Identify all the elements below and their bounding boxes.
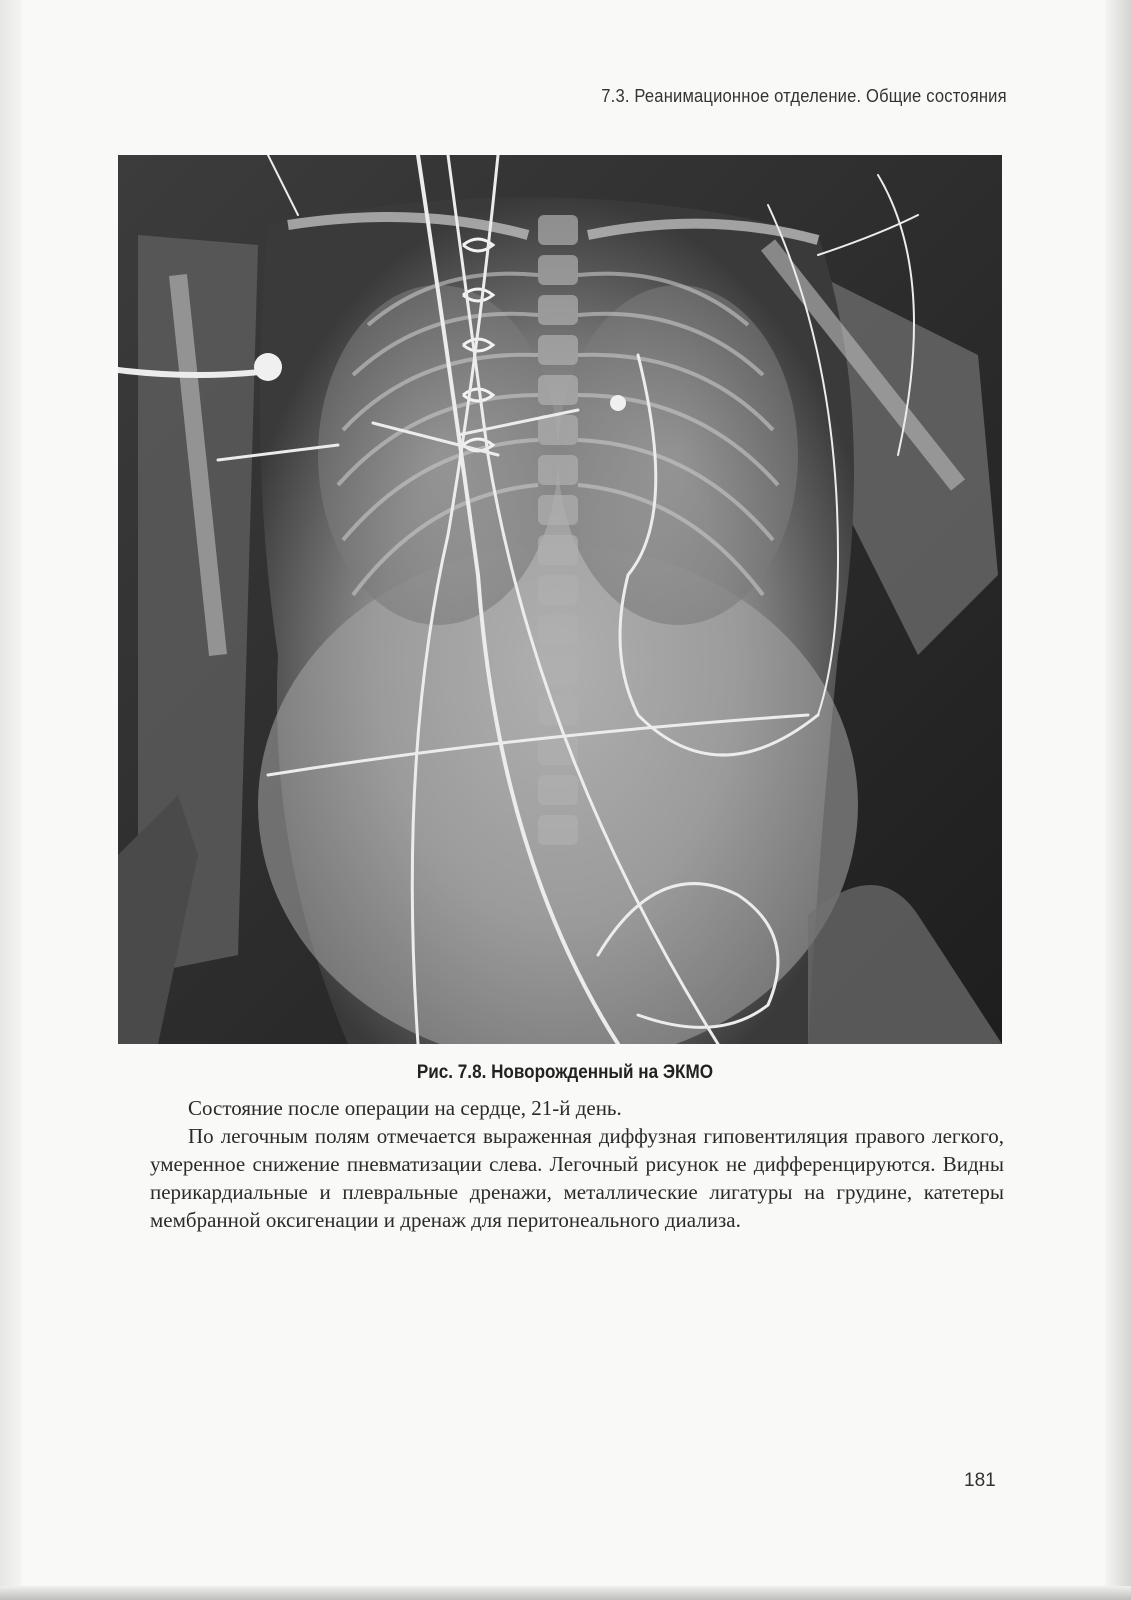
page-right-edge	[1105, 0, 1131, 1600]
page-bottom-edge	[0, 1586, 1131, 1600]
paragraph-1: Состояние после операции на сердце, 21-й день.	[188, 1096, 622, 1120]
page-left-edge	[0, 0, 22, 1600]
body-text	[150, 1094, 1004, 1234]
running-head: 7.3. Реанимационное отделение. Общие состояния	[601, 86, 1007, 106]
xray-figure	[118, 155, 1002, 1044]
figure-caption: Рис. 7.8. Новорожденный на ЭКМО	[416, 1062, 714, 1083]
paragraph-2: По легочным полям отмечается выраженная диффузная гиповентиляция правого легкого, умеренное снижение пневматизации слева. Легочный рисунок не дифференцируются. Видны перикардиальные и плевральные дренажи, металлические лигатуры на грудине, катетеры мембранной оксигенации и дренаж для перитонеального диализа.	[150, 1124, 1004, 1232]
page-number: 181	[964, 1470, 996, 1491]
xray-image	[118, 155, 1002, 1044]
